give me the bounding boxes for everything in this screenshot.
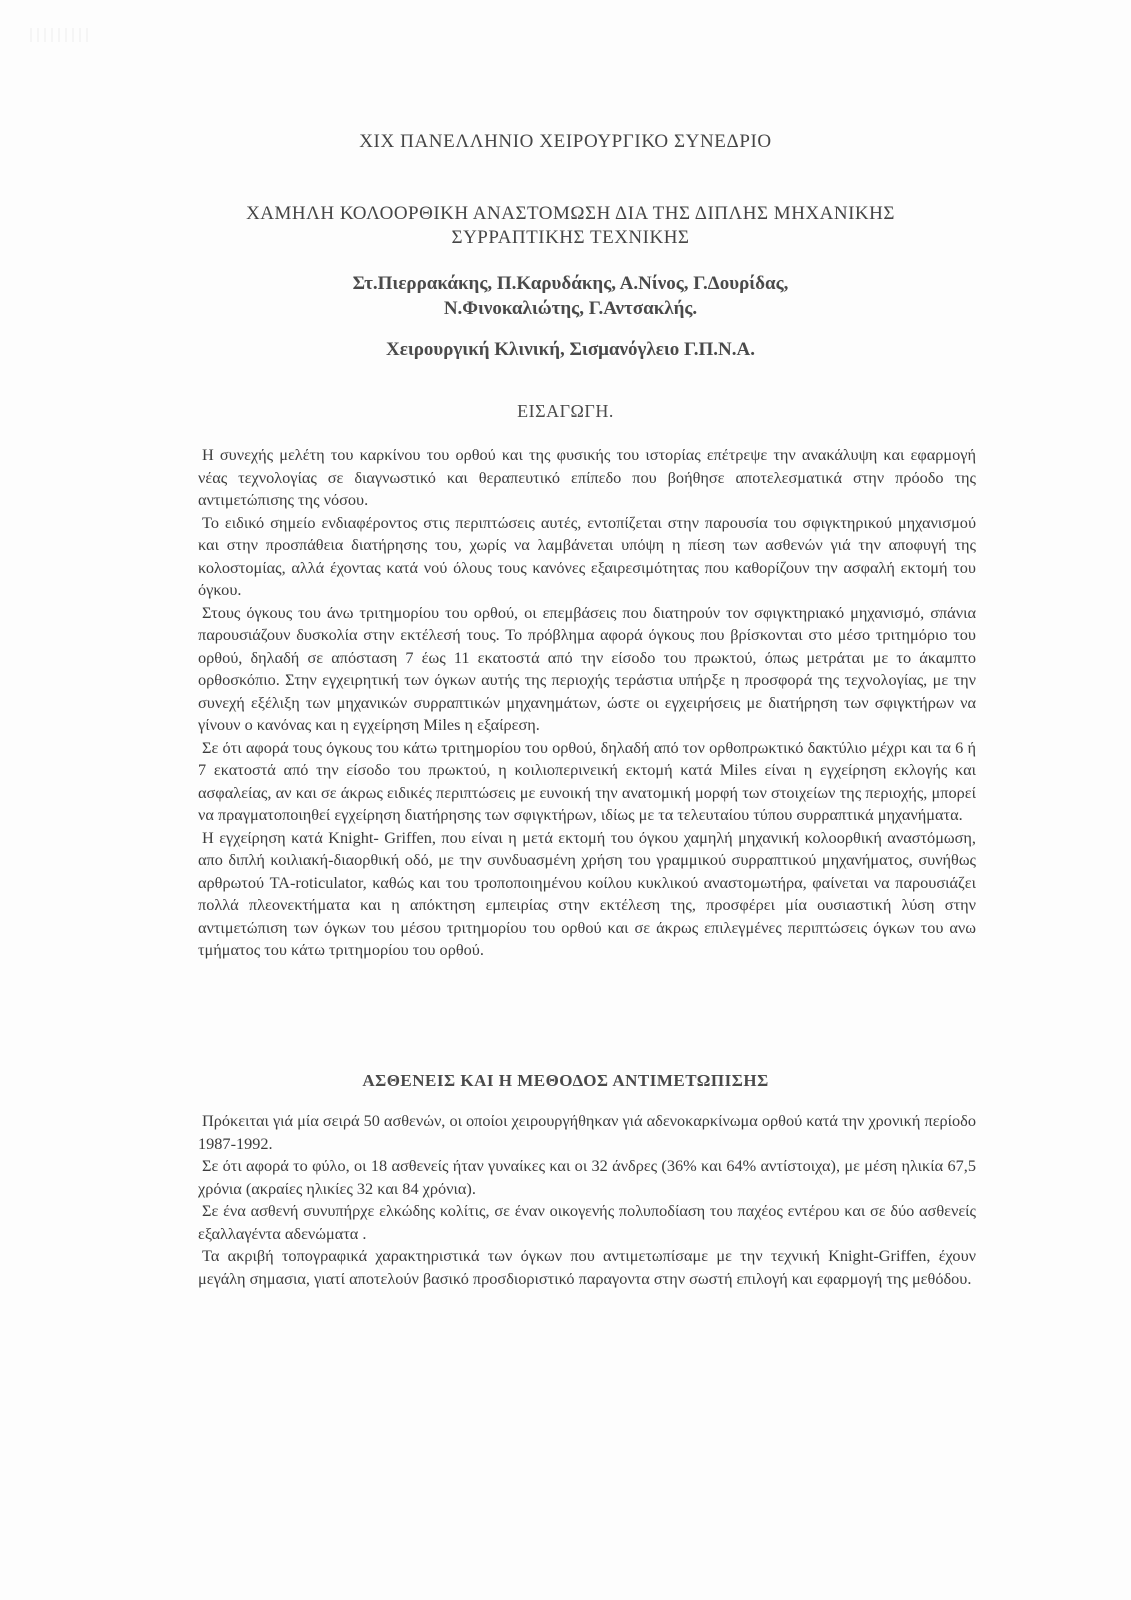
methods-paragraph: Πρόκειται γιά μία σειρά 50 ασθενών, οι οποίοι χειρουργήθηκαν γιά αδενοκαρκίνωμα ορθού κατά την χρονική περίοδο 1987-1992. xyxy=(198,1111,976,1153)
authors-line-1: Στ.Πιερρακάκης, Π.Καρυδάκης, Α.Νίνος, Γ.Δουρίδας, xyxy=(352,273,789,294)
scan-artifact xyxy=(30,28,90,42)
affiliation: Χειρουργική Κλινική, Σισμανόγλειο Γ.Π.Ν.Α. xyxy=(385,339,755,360)
paper-title-line-1: ΧΑΜΗΛΗ ΚΟΛΟΟΡΘΙΚΗ ΑΝΑΣΤΟΜΩΣΗ ΔΙΑ ΤΗΣ ΔΙΠΛΗΣ ΜΗΧΑΝΙΚΗΣ xyxy=(246,203,895,224)
introduction-paragraph: Το ειδικό σημείο ενδιαφέροντος στις περιπτώσεις αυτές, εντοπίζεται στην παρουσία του σφιγκτηρικού μηχανισμού και στην προσπάθεια διατήρησης του, χωρίς να λαμβάνεται υπόψη η πίεση των ασθενών γιά την αποφυγή της κολοστομίας, αλλά έχοντας κατά νού όλους τους κανόνες εξαιρεσιμότητας που καθορίζουν την ασφαλή εκτομή του όγκου. xyxy=(198,512,976,599)
methods-paragraph: Τα ακριβή τοπογραφικά χαρακτηριστικά των όγκων που αντιμετωπίσαμε με την τεχνική Knight-Griffen, έχουν μεγάλη σημασια, γιατί αποτελούν βασικό προσδιοριστικό παραγοντα στην σωστή επιλογή και εφαρμογή της μεθόδου. xyxy=(198,1246,976,1288)
introduction-paragraph: Η συνεχής μελέτη του καρκίνου του ορθού και της φυσικής του ιστορίας επέτρεψε την ανακάλυψη και εφαρμογή νέας τεχνολογίας σε διαγνωστικό και θεραπευτικό επίπεδο που βοήθησε αποτελεσματικά στην πρόοδο της αντιμετώπισης της νόσου. xyxy=(198,445,976,509)
paper-title-line-2: ΣΥΡΡΑΠΤΙΚΗΣ ΤΕΧΝΙΚΗΣ xyxy=(451,227,690,248)
conference-title: XIX ΠΑΝΕΛΛΗΝΙΟ ΧΕΙΡΟΥΡΓΙΚΟ ΣΥΝΕΔΡΙΟ xyxy=(359,131,772,152)
authors-line-2: Ν.Φινοκαλιώτης, Γ.Αντσακλής. xyxy=(443,298,698,319)
paper-title xyxy=(150,202,991,250)
introduction-paragraph: Η εγχείρηση κατά Knight- Griffen, που είναι η μετά εκτομή του όγκου χαμηλή μηχανική κολοορθική αναστόμωση, απο διπλή κοιλιακή-διαορθική οδό, με την συνδυασμένη χρήση του γραμμικού συρραπτικού μηχανήματος, συνήθως αρθρωτού TA-roticulator, καθώς και του τροποποιημένου κοίλου κυκλικού αναστομωτήρα, φαίνεται να παρουσιάζει πολλά πλεονεκτήματα και η απόκτηση εμπειρίας στην εκτέλεση της, προσφέρει μία ουσιαστική λύση στην αντιμετώπιση των όγκων του μέσου τριτημορίου του ορθού και σε άκρως επιλεγμένες περιπτώσεις όγκων του ανω τμήματος του κάτω τριτημορίου του ορθού. xyxy=(198,827,976,959)
introduction-heading: ΕΙΣΑΓΩΓΗ. xyxy=(517,401,614,421)
introduction-paragraph: Σε ότι αφορά τους όγκους του κάτω τριτημορίου του ορθού, δηλαδή από τον ορθοπρωκτικό δακτύλιο μέχρι και τα 6 ή 7 εκατοστά από την είσοδο του πρωκτού, η κοιλιοπερινεική εκτομή κατά Miles είναι η εγχείρηση εκλογής και ασφαλείας, αν και σε άκρως ειδικές περιπτώσεις με ευνοική την ανατομική μορφή των στοιχείων της περιοχής, μπορεί να πραγματοποιηθεί εγχείρηση διατήρησης των σφιγκτήρων, ιδίως με τα τελευταίου τύπου συρραπτικά μηχανήματα. xyxy=(198,737,976,824)
methods-body xyxy=(198,1110,976,1290)
introduction-body xyxy=(198,444,976,962)
authors xyxy=(150,271,991,321)
introduction-paragraph: Στους όγκους του άνω τριτημορίου του ορθού, οι επεμβάσεις που διατηρούν τον σφιγκτηριακό μηχανισμό, σπάνια παρουσιάζουν δυσκολία στην εκτέλεσή τους. Το πρόβλημα αφορά όγκους που βρίσκονται στο μέσο τριτημόριο του ορθού, δηλαδή σε απόσταση 7 έως 11 εκατοστά από την είσοδο του πρωκτού, όπως μετράται με το άκαμπτο ορθοσκόπιο. Στην εγχειρητική των όγκων αυτής της περιοχής τεράστια υπήρξε η προσφορά της τεχνολογίας, με την συνεχή εξέλιξη των μηχανικών συρραπτικών μηχανημάτων, ώστε οι εγχειρήσεις με διατήρηση των σφιγκτήρων να γίνουν ο κανόνας και η εγχείρηση Miles η εξαίρεση. xyxy=(198,602,976,734)
methods-paragraph: Σε ότι αφορά το φύλο, οι 18 ασθενείς ήταν γυναίκες και οι 32 άνδρες (36% και 64% αντίστοιχα), με μέση ηλικία 67,5 χρόνια (ακραίες ηλικίες 32 και 84 χρόνια). xyxy=(198,1156,976,1198)
methods-paragraph: Σε ένα ασθενή συνυπήρχε ελκώδης κολίτις, σε έναν οικογενής πολυποδίαση του παχέος εντέρου και σε δύο ασθενείς εξαλλαγέντα αδενώματα . xyxy=(198,1201,976,1243)
methods-heading: ΑΣΘΕΝΕΙΣ ΚΑΙ Η ΜΕΘΟΔΟΣ ΑΝΤΙΜΕΤΩΠΙΣΗΣ xyxy=(362,1071,769,1090)
